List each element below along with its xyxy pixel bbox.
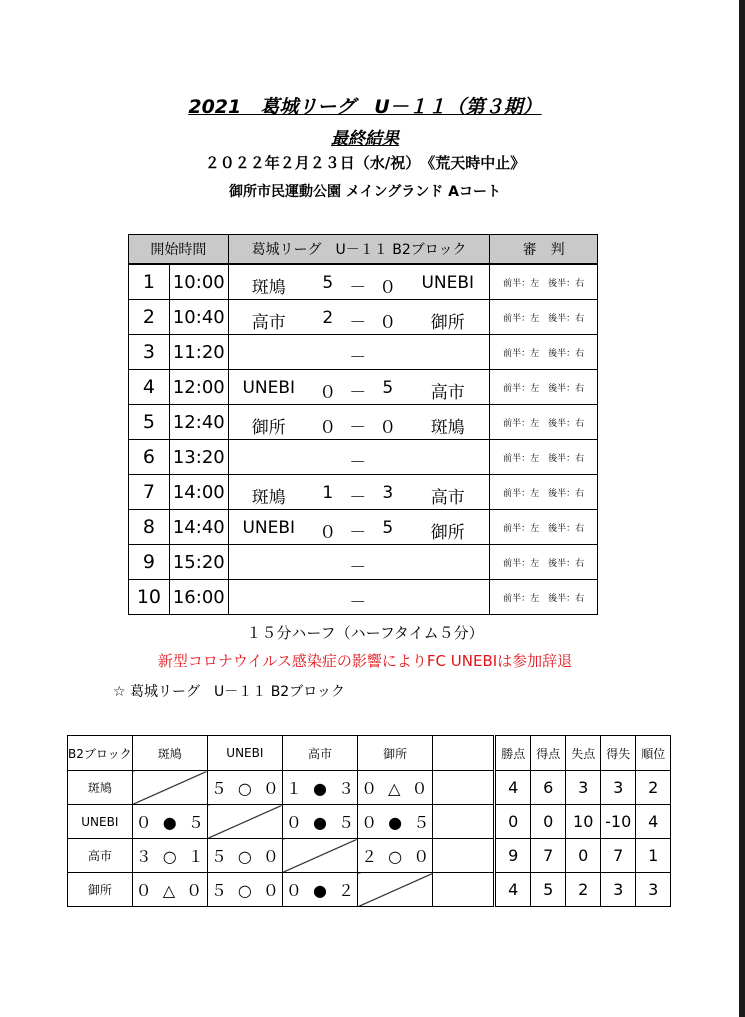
match-number: 8 bbox=[129, 510, 170, 545]
head-to-head-result: ０ △ ０ bbox=[358, 771, 433, 805]
standings-header-row bbox=[68, 736, 671, 771]
score-dash: － bbox=[349, 523, 367, 543]
match-time: 10:40 bbox=[169, 300, 228, 335]
standings-header: 失点 bbox=[566, 736, 601, 771]
spacer-cell bbox=[433, 805, 495, 839]
match-cell bbox=[228, 545, 490, 580]
standings-header: 御所 bbox=[358, 736, 433, 771]
withdrawal-notice: 新型コロナウイルス感染症の影響によりFC UNEBIは参加辞退 bbox=[157, 652, 573, 670]
standings-row bbox=[68, 839, 671, 873]
header-referee: 審 判 bbox=[490, 235, 598, 265]
match-cell bbox=[228, 370, 490, 405]
referee-assignment: 前半：左 後半：右 bbox=[490, 440, 598, 475]
away-score: ０ bbox=[379, 418, 397, 438]
header-start-time: 開始時間 bbox=[129, 235, 229, 265]
score-dash: － bbox=[349, 313, 367, 333]
match-cell bbox=[228, 580, 490, 615]
match-row bbox=[129, 580, 598, 615]
match-row bbox=[129, 510, 598, 545]
rank: 2 bbox=[636, 771, 671, 805]
window-edge-bar bbox=[739, 0, 745, 1017]
referee-assignment: 前半：左 後半：右 bbox=[490, 405, 598, 440]
match-time: 12:00 bbox=[169, 370, 228, 405]
match-time: 14:00 bbox=[169, 475, 228, 510]
match-number: 3 bbox=[129, 335, 170, 370]
home-team: 御所 bbox=[251, 418, 286, 438]
goals-for: 5 bbox=[531, 873, 566, 907]
points: 9 bbox=[495, 839, 531, 873]
team-name: 斑鳩 bbox=[68, 771, 133, 805]
match-number: 5 bbox=[129, 405, 170, 440]
match-number: 6 bbox=[129, 440, 170, 475]
head-to-head-result: ３ ○ １ bbox=[132, 839, 207, 873]
match-number: 2 bbox=[129, 300, 170, 335]
event-venue: 御所市民運動公園 メイングランド Aコート bbox=[228, 184, 502, 200]
page-subtitle: 最終結果 bbox=[331, 129, 399, 149]
self-match-cell bbox=[207, 805, 282, 839]
standings-header: B2ブロック bbox=[68, 736, 133, 771]
match-row bbox=[129, 370, 598, 405]
half-time-note: １５分ハーフ（ハーフタイム５分） bbox=[246, 624, 484, 642]
standings-table bbox=[67, 735, 671, 907]
home-team: 斑鳩 bbox=[251, 278, 286, 298]
home-score: 1 bbox=[322, 483, 334, 503]
match-row bbox=[129, 475, 598, 510]
match-row bbox=[129, 440, 598, 475]
score-dash: － bbox=[349, 383, 367, 403]
match-cell bbox=[228, 440, 490, 475]
match-number: 4 bbox=[129, 370, 170, 405]
referee-assignment: 前半：左 後半：右 bbox=[490, 370, 598, 405]
away-team: 斑鳩 bbox=[430, 418, 465, 438]
standings-header: 勝点 bbox=[495, 736, 531, 771]
goal-difference: 3 bbox=[601, 873, 636, 907]
head-to-head-result: ５ ○ ０ bbox=[207, 839, 282, 873]
points: 4 bbox=[495, 873, 531, 907]
spacer-cell bbox=[433, 839, 495, 873]
match-time: 14:40 bbox=[169, 510, 228, 545]
standings-row bbox=[68, 805, 671, 839]
standings-header: 斑鳩 bbox=[132, 736, 207, 771]
rank: 1 bbox=[636, 839, 671, 873]
self-match-cell bbox=[132, 771, 207, 805]
referee-assignment: 前半：左 後半：右 bbox=[490, 580, 598, 615]
goal-difference: 3 bbox=[601, 771, 636, 805]
goals-for: 0 bbox=[531, 805, 566, 839]
goal-difference: 7 bbox=[601, 839, 636, 873]
match-row bbox=[129, 545, 598, 580]
points: 4 bbox=[495, 771, 531, 805]
home-score: ０ bbox=[319, 523, 337, 543]
score-dash: － bbox=[349, 558, 367, 578]
goals-for: 6 bbox=[531, 771, 566, 805]
match-cell bbox=[228, 475, 490, 510]
match-cell bbox=[228, 405, 490, 440]
score-dash: － bbox=[349, 488, 367, 508]
spacer-cell bbox=[433, 873, 495, 907]
match-row bbox=[129, 405, 598, 440]
points: 0 bbox=[495, 805, 531, 839]
self-match-cell bbox=[282, 839, 357, 873]
spacer-cell bbox=[433, 771, 495, 805]
standings-row bbox=[68, 873, 671, 907]
home-score: 2 bbox=[322, 308, 334, 328]
goals-against: 2 bbox=[566, 873, 601, 907]
head-to-head-result: ０ △ ０ bbox=[132, 873, 207, 907]
score-dash: － bbox=[349, 348, 367, 368]
head-to-head-result: １ ● ３ bbox=[282, 771, 357, 805]
standings-header: 得失 bbox=[601, 736, 636, 771]
away-score: 3 bbox=[382, 483, 394, 503]
home-team: UNEBI bbox=[242, 378, 296, 398]
away-team: 御所 bbox=[430, 313, 465, 333]
match-time: 13:20 bbox=[169, 440, 228, 475]
head-to-head-result: ０ ● ５ bbox=[358, 805, 433, 839]
header-block: 葛城リーグ U－１１ B2ブロック bbox=[228, 235, 490, 265]
referee-assignment: 前半：左 後半：右 bbox=[490, 510, 598, 545]
head-to-head-result: ０ ● ５ bbox=[282, 805, 357, 839]
goals-against: 10 bbox=[566, 805, 601, 839]
away-score: 5 bbox=[382, 378, 394, 398]
match-cell bbox=[228, 264, 490, 300]
goal-difference: -10 bbox=[601, 805, 636, 839]
home-score: ０ bbox=[319, 383, 337, 403]
home-team: 高市 bbox=[251, 313, 286, 333]
standings-header: 高市 bbox=[282, 736, 357, 771]
match-row bbox=[129, 264, 598, 300]
head-to-head-result: ５ ○ ０ bbox=[207, 771, 282, 805]
match-cell bbox=[228, 510, 490, 545]
head-to-head-result: ５ ○ ０ bbox=[207, 873, 282, 907]
score-dash: － bbox=[349, 453, 367, 473]
self-match-cell bbox=[358, 873, 433, 907]
away-team: 御所 bbox=[430, 523, 465, 543]
team-name: 御所 bbox=[68, 873, 133, 907]
match-time: 16:00 bbox=[169, 580, 228, 615]
home-score: ０ bbox=[319, 418, 337, 438]
referee-assignment: 前半：左 後半：右 bbox=[490, 300, 598, 335]
rank: 4 bbox=[636, 805, 671, 839]
match-time: 12:40 bbox=[169, 405, 228, 440]
referee-assignment: 前半：左 後半：右 bbox=[490, 475, 598, 510]
goals-against: 3 bbox=[566, 771, 601, 805]
page-title: 2021 葛城リーグ U－１１（第３期） bbox=[188, 96, 542, 118]
match-schedule-table bbox=[128, 234, 598, 615]
referee-assignment: 前半：左 後半：右 bbox=[490, 264, 598, 300]
match-number: 10 bbox=[129, 580, 170, 615]
goals-for: 7 bbox=[531, 839, 566, 873]
match-cell bbox=[228, 300, 490, 335]
head-to-head-result: ２ ○ ０ bbox=[358, 839, 433, 873]
away-team: UNEBI bbox=[421, 273, 475, 293]
rank: 3 bbox=[636, 873, 671, 907]
standings-header: 順位 bbox=[636, 736, 671, 771]
referee-assignment: 前半：左 後半：右 bbox=[490, 335, 598, 370]
match-number: 9 bbox=[129, 545, 170, 580]
away-score: ０ bbox=[379, 278, 397, 298]
standings-row bbox=[68, 771, 671, 805]
away-team: 高市 bbox=[430, 383, 465, 403]
home-score: 5 bbox=[322, 273, 334, 293]
match-number: 1 bbox=[129, 264, 170, 300]
match-row bbox=[129, 335, 598, 370]
home-team: 斑鳩 bbox=[251, 488, 286, 508]
match-number: 7 bbox=[129, 475, 170, 510]
goals-against: 0 bbox=[566, 839, 601, 873]
match-row bbox=[129, 300, 598, 335]
referee-assignment: 前半：左 後半：右 bbox=[490, 545, 598, 580]
away-team: 高市 bbox=[430, 488, 465, 508]
spacer-column bbox=[433, 736, 495, 771]
score-dash: － bbox=[349, 278, 367, 298]
match-cell bbox=[228, 335, 490, 370]
home-team: UNEBI bbox=[242, 518, 296, 538]
head-to-head-result: ０ ● ２ bbox=[282, 873, 357, 907]
event-date: ２０２２年２月２３日（水/祝） 《荒天時中止》 bbox=[204, 154, 526, 172]
schedule-header-row bbox=[129, 235, 598, 265]
score-dash: － bbox=[349, 418, 367, 438]
block-label: ☆ 葛城リーグ U－１１ B2ブロック bbox=[113, 684, 345, 700]
match-time: 10:00 bbox=[169, 264, 228, 300]
score-dash: － bbox=[349, 593, 367, 613]
team-name: 高市 bbox=[68, 839, 133, 873]
away-score: ０ bbox=[379, 313, 397, 333]
standings-header: UNEBI bbox=[207, 736, 282, 771]
standings-header: 得点 bbox=[531, 736, 566, 771]
away-score: 5 bbox=[382, 518, 394, 538]
match-time: 15:20 bbox=[169, 545, 228, 580]
team-name: UNEBI bbox=[68, 805, 133, 839]
match-time: 11:20 bbox=[169, 335, 228, 370]
head-to-head-result: ０ ● ５ bbox=[132, 805, 207, 839]
